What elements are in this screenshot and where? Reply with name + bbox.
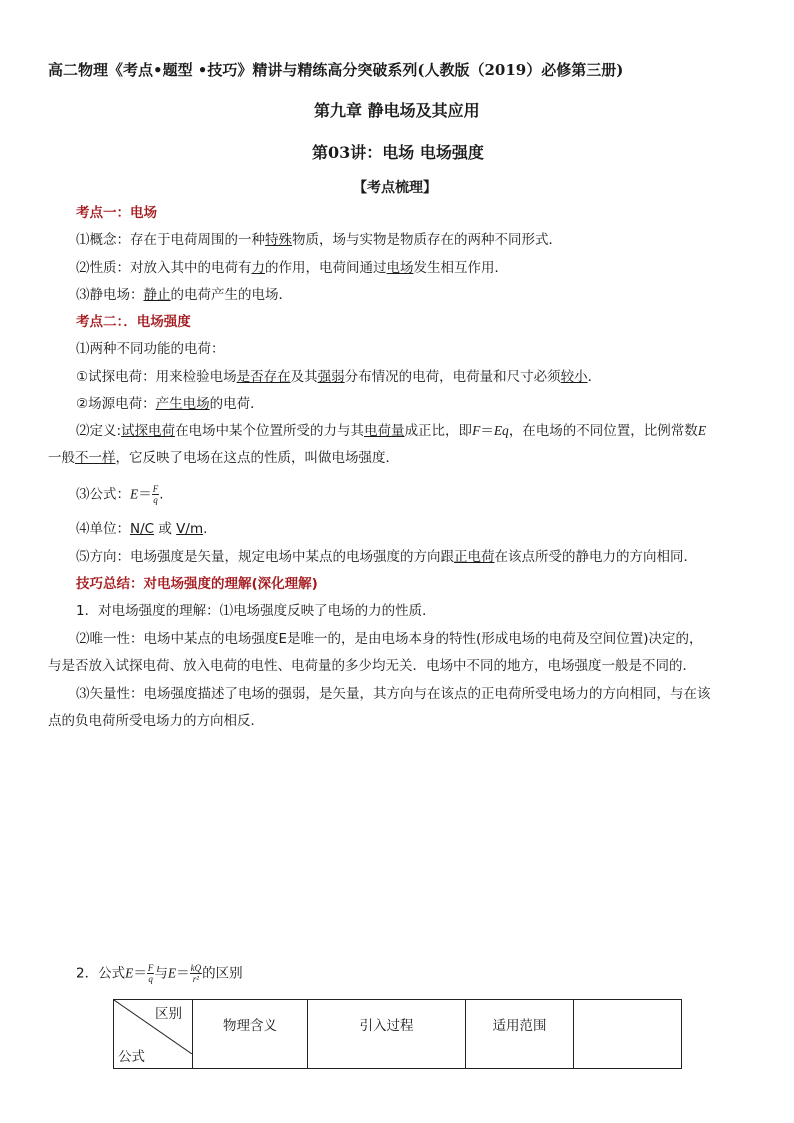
kp1-nature: ⑵性质：对放入其中的电荷有力的作用，电荷间通过电场发生相互作用． bbox=[76, 260, 508, 276]
kp2-item1: ⑴两种不同功能的电荷： bbox=[76, 341, 225, 357]
tips-title: 技巧总结：对电场强度的理解(深化理解) bbox=[76, 576, 318, 592]
tips-p3-line1: ⑶矢量性：电场强度描述了电场的强弱，是矢量，其方向与在该点的正电荷所受电场力的方向相同，与在该 bbox=[76, 686, 711, 702]
kp2-source-charge: ②场源电荷：产生电场的电荷． bbox=[76, 396, 264, 412]
tips-p3-line2: 点的负电荷所受电场力的方向相反． bbox=[48, 713, 264, 729]
kp1-concept: ⑴概念：存在于电荷周围的一种特殊物质，场与实物是物质存在的两种不同形式． bbox=[76, 232, 562, 248]
kp2-definition: ⑵定义:试探电荷在电场中某个位置所受的力与其电荷量成正比，即F＝Eq，在电场的不同位置，比例常数E bbox=[76, 423, 707, 439]
series-title: 高二物理《考点•题型 •技巧》精讲与精练高分突破系列(人教版（2019）必修第三册) bbox=[48, 61, 624, 79]
kp2-unit: ⑷单位：N/C 或 V/m. bbox=[76, 521, 208, 537]
tips-p2-line1: ⑵唯一性：电场中某点的电场强度E是唯一的，是由电场本身的特性(形成电场的电荷及空间位置)决定的， bbox=[76, 631, 703, 647]
table-header-derivation: 引入过程 bbox=[308, 1000, 466, 1069]
kp1-static-field: ⑶静电场：静止的电荷产生的电场． bbox=[76, 287, 292, 303]
tips-p2-line2: 与是否放入试探电荷、放入电荷的电性、电荷量的多少均无关．电场中不同的地方，电场强度一般是不同的． bbox=[48, 658, 696, 674]
kp2-direction: ⑸方向：电场强度是矢量，规定电场中某点的电场强度的方向跟正电荷在该点所受的静电力的方向相同． bbox=[76, 549, 697, 565]
comparison-table bbox=[113, 999, 682, 1069]
kp2-formula: ⑶公式：E＝ $\frac{F}{q}$ . bbox=[76, 484, 164, 505]
corner-top-label: 区别 bbox=[155, 1006, 182, 1022]
compare-heading: 2．公式E＝ $\frac{F}{q}$ 与E＝ $\frac{kQ}{\text{r²}}$ 的区别 bbox=[76, 963, 243, 984]
table-header-meaning: 物理含义 bbox=[193, 1000, 308, 1069]
table-header-empty bbox=[574, 1000, 682, 1069]
section-heading: 【考点梳理】 bbox=[353, 180, 437, 196]
table-header-scope: 适用范围 bbox=[466, 1000, 574, 1069]
corner-bottom-label: 公式 bbox=[118, 1049, 145, 1065]
table-row bbox=[114, 1000, 682, 1069]
kp2-title: 考点二：．电场强度 bbox=[76, 314, 191, 330]
kp1-title: 考点一：电场 bbox=[76, 205, 157, 221]
kp2-test-charge: ①试探电荷：用来检验电场是否存在及其强弱分布情况的电荷，电荷量和尺寸必须较小． bbox=[76, 369, 602, 385]
table-corner-cell bbox=[114, 1000, 193, 1069]
chapter-title: 第九章 静电场及其应用 bbox=[314, 101, 480, 120]
tips-p1: 1．对电场强度的理解：⑴电场强度反映了电场的力的性质． bbox=[76, 603, 436, 619]
lecture-title: 第03讲：电场 电场强度 bbox=[312, 143, 484, 162]
kp2-definition-cont: 一般不一样，它反映了电场在这点的性质，叫做电场强度． bbox=[48, 450, 399, 466]
